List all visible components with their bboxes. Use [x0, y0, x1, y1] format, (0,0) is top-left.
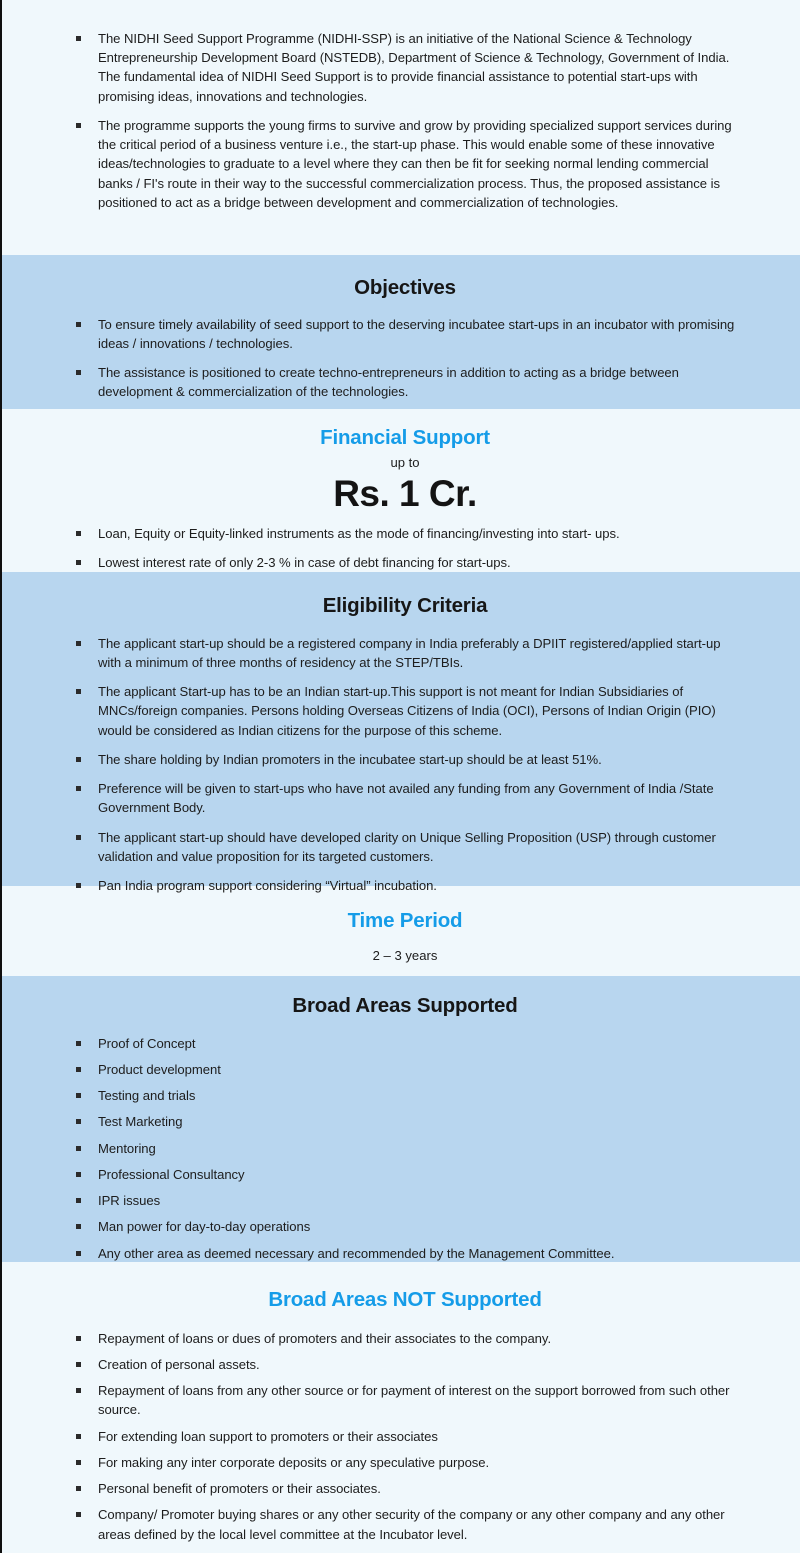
list-item: The applicant Start-up has to be an Indian start-up.This support is not meant for Indian Subsidiaries of MNCs/foreign companies. Persons holding Overseas Citizens of India (OCI), Persons of Indian Origin (PIO) would be considered as Indian citizens for the purpose of this scheme. — [72, 682, 738, 740]
list-item: Loan, Equity or Equity-linked instruments as the mode of financing/investing into start- ups. — [72, 524, 738, 543]
list-item: Product development — [72, 1060, 738, 1079]
list-item: Repayment of loans or dues of promoters and their associates to the company. — [72, 1329, 738, 1348]
list-item: Pan India program support considering “Virtual” incubation. — [72, 876, 738, 895]
section-time-period — [2, 886, 800, 976]
list-item: For extending loan support to promoters or their associates — [72, 1427, 738, 1446]
list-item: Preference will be given to start-ups who have not availed any funding from any Government of India /State Government Body. — [72, 779, 738, 817]
list-item: The assistance is positioned to create techno-entrepreneurs in addition to acting as a bridge between development & commercialization of the technologies. — [72, 363, 738, 401]
objectives-bullet-list — [72, 315, 738, 402]
intro-bullet-list — [72, 29, 738, 212]
list-item: Any other area as deemed necessary and recommended by the Management Committee. — [72, 1244, 738, 1263]
section-title-time-period: Time Period — [347, 909, 463, 932]
section-eligibility-criteria — [2, 572, 800, 893]
section-broad-areas-supported — [2, 976, 800, 1262]
list-item: The share holding by Indian promoters in the incubatee start-up should be at least 51%. — [72, 750, 738, 769]
section-title-objectives: Objectives — [354, 276, 456, 299]
section-title-eligibility-criteria: Eligibility Criteria — [322, 594, 488, 617]
broad-areas-not-supported-list — [72, 1329, 738, 1544]
broad-areas-supported-list — [72, 1034, 738, 1263]
list-item: The applicant start-up should be a registered company in India preferably a DPIIT registered/applied start-up with a minimum of three months of residency at the STEP/TBIs. — [72, 634, 738, 672]
section-title-broad-areas-not-supported: Broad Areas NOT Supported — [268, 1288, 542, 1311]
list-item: Proof of Concept — [72, 1034, 738, 1053]
financial-support-amount: Rs. 1 Cr. — [333, 472, 477, 514]
list-item: Lowest interest rate of only 2-3 % in case of debt financing for start-ups. — [72, 553, 738, 572]
list-item: IPR issues — [72, 1191, 738, 1210]
time-period-value: 2 – 3 years — [372, 947, 438, 963]
financial-support-bullet-list — [72, 524, 738, 572]
section-financial-support — [2, 409, 800, 572]
section-objectives — [2, 255, 800, 409]
list-item: Test Marketing — [72, 1112, 738, 1131]
list-item: To ensure timely availability of seed support to the deserving incubatee start-ups in an incubator with promising ideas / innovations / technologies. — [72, 315, 738, 353]
list-item: Personal benefit of promoters or their associates. — [72, 1479, 738, 1498]
financial-support-qualifier: up to — [390, 454, 420, 470]
list-item: Creation of personal assets. — [72, 1355, 738, 1374]
list-item: Mentoring — [72, 1139, 738, 1158]
list-item: Repayment of loans from any other source or for payment of interest on the support borrowed from such other source. — [72, 1381, 738, 1419]
section-title-financial-support: Financial Support — [320, 426, 490, 449]
list-item: The programme supports the young firms to survive and grow by providing specialized support services during the critical period of a business venture i.e., the start-up phase. This would enable some of these innovative ideas/technologies to graduate to a level where they can then be fit for seeking normal lending commercial banks / FI's route in their way to the successful commercialization process. Thus, the proposed assistance is positioned to act as a bridge between development and commercialization of technologies. — [72, 116, 738, 212]
list-item: Professional Consultancy — [72, 1165, 738, 1184]
list-item: Man power for day-to-day operations — [72, 1217, 738, 1236]
list-item: Testing and trials — [72, 1086, 738, 1105]
list-item: Company/ Promoter buying shares or any other security of the company or any other company and any other areas defined by the local level committee at the Incubator level. — [72, 1505, 738, 1543]
eligibility-bullet-list — [72, 634, 738, 896]
section-introduction — [2, 0, 800, 255]
list-item: The applicant start-up should have developed clarity on Unique Selling Proposition (USP) through customer validation and value proposition for its targeted customers. — [72, 828, 738, 866]
list-item: For making any inter corporate deposits or any speculative purpose. — [72, 1453, 738, 1472]
section-title-broad-areas-supported: Broad Areas Supported — [292, 994, 518, 1017]
section-broad-areas-not-supported — [2, 1262, 800, 1553]
list-item: The NIDHI Seed Support Programme (NIDHI-SSP) is an initiative of the National Science & Technology Entrepreneurship Development Board (NSTEDB), Department of Science & Technology, Government of India. The fundamental idea of NIDHI Seed Support is to provide financial assistance to potential start-ups with promising ideas, innovations and technologies. — [72, 29, 738, 106]
